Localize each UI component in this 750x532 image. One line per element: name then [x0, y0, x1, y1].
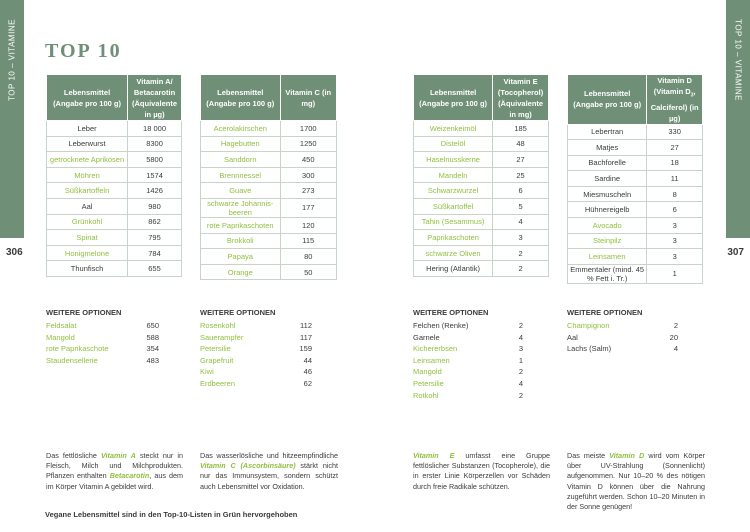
food-cell: schwarze Johannis- beeren	[201, 198, 281, 217]
value-cell: 50	[280, 264, 336, 280]
value-cell: 980	[128, 198, 182, 214]
table-row	[568, 124, 703, 140]
table-row	[201, 167, 337, 183]
table-row	[201, 217, 337, 233]
option-value: 2	[518, 390, 523, 400]
food-cell: Süßkartoffeln	[47, 183, 128, 199]
value-cell: 5800	[128, 152, 182, 168]
option-value: 4	[518, 332, 523, 342]
list-item	[46, 320, 159, 332]
table-row	[568, 186, 703, 202]
sidebar-label-left: TOP 10 – VITAMINE	[7, 19, 17, 101]
options-title-a: WEITERE OPTIONEN	[46, 308, 122, 317]
table-row	[414, 261, 549, 277]
option-value: 2	[673, 321, 678, 330]
header-value: Vitamin A/ Betacarotin (Äquivalente in µg)	[128, 75, 182, 121]
list-item	[200, 343, 312, 355]
table-row	[568, 233, 703, 249]
table-row	[414, 167, 549, 183]
list-item	[413, 343, 523, 355]
value-cell: 27	[493, 152, 549, 168]
sidebar-label-right: TOP 10 – VITAMINE	[733, 19, 743, 101]
food-cell: Avocado	[568, 218, 647, 234]
value-cell: 784	[128, 245, 182, 261]
table-row	[568, 264, 703, 283]
food-cell: Hering (Atlantik)	[414, 261, 493, 277]
option-name: Erdbeeren	[200, 378, 236, 388]
option-value: 1	[518, 355, 523, 365]
options-list-c	[200, 320, 312, 390]
food-cell: Mandeln	[414, 167, 493, 183]
value-cell: 1	[647, 264, 703, 283]
option-name: Staudensellerie	[46, 355, 98, 365]
option-value: 44	[303, 355, 312, 365]
value-cell: 273	[280, 183, 336, 199]
value-cell: 4	[493, 214, 549, 230]
value-cell: 120	[280, 217, 336, 233]
option-name: Mangold	[413, 367, 442, 377]
option-name: Lachs (Salm)	[567, 344, 612, 354]
list-item	[413, 378, 523, 390]
options-list-e	[413, 320, 523, 401]
value-cell: 25	[493, 167, 549, 183]
value-cell: 185	[493, 121, 549, 137]
food-cell: Lebertran	[568, 124, 647, 140]
table-row	[47, 136, 182, 152]
food-cell: schwarze Oliven	[414, 245, 493, 261]
food-cell: getrocknete Aprikosen	[47, 152, 128, 168]
options-title-e: WEITERE OPTIONEN	[413, 308, 489, 317]
table-row	[47, 230, 182, 246]
food-cell: Guave	[201, 183, 281, 199]
options-title-d: WEITERE OPTIONEN	[567, 308, 643, 317]
food-cell: Leinsamen	[568, 249, 647, 265]
table-row	[47, 261, 182, 277]
value-cell: 655	[128, 261, 182, 277]
table-row	[568, 218, 703, 234]
option-value: 112	[300, 321, 312, 330]
value-cell: 5	[493, 198, 549, 214]
food-cell: Honigmelone	[47, 245, 128, 261]
list-item	[200, 320, 312, 332]
table-row	[47, 121, 182, 137]
list-item	[413, 390, 523, 402]
table-vitamin-e	[413, 74, 549, 277]
header-value	[647, 75, 703, 125]
table-row	[568, 171, 703, 187]
option-value: 354	[146, 344, 159, 354]
value-cell: 2	[493, 245, 549, 261]
table-row	[568, 249, 703, 265]
value-cell: 8	[647, 186, 703, 202]
list-item	[567, 320, 678, 332]
table-row	[414, 136, 549, 152]
option-name: Kichererbsen	[413, 344, 458, 354]
food-cell: Sanddorn	[201, 152, 281, 168]
option-name: Petersilie	[200, 344, 231, 354]
value-cell: 6	[493, 183, 549, 199]
option-name: Rosenkohl	[200, 321, 236, 330]
header-value-main: Vitamin D (Vitamin D	[653, 76, 692, 96]
food-cell: Spinat	[47, 230, 128, 246]
food-cell: Tahin (Sesammus)	[414, 214, 493, 230]
value-cell: 3	[493, 230, 549, 246]
list-item	[46, 355, 159, 367]
option-name: Felchen (Renke)	[413, 321, 469, 330]
list-item	[46, 332, 159, 344]
value-cell: 3	[647, 218, 703, 234]
food-cell: Süßkartoffel	[414, 198, 493, 214]
food-cell: Sardine	[568, 171, 647, 187]
table-body	[47, 121, 182, 277]
body-text: Das wasserlösliche und hitzeempfindliche	[200, 451, 338, 460]
option-value: 483	[146, 355, 159, 365]
table-body	[201, 121, 337, 280]
option-value: 4	[673, 344, 678, 354]
value-cell: 1426	[128, 183, 182, 199]
body-text: Das meiste	[567, 451, 610, 460]
table-row	[414, 183, 549, 199]
header-food: Lebensmittel (Angabe pro 100 g)	[201, 75, 281, 121]
header-value: Vitamin E (Tocopherol) (Äquivalente in mg)	[493, 75, 549, 121]
header-value-sub: 3	[690, 92, 694, 99]
highlight-text: Vitamin D	[609, 451, 645, 460]
value-cell: 330	[647, 124, 703, 140]
option-name: Garnele	[413, 332, 440, 342]
food-cell: Bachforelle	[568, 155, 647, 171]
option-value: 20	[669, 332, 678, 342]
header-value-rest: , Calciferol) (in µg)	[650, 87, 699, 123]
food-cell: Paprikaschoten	[414, 230, 493, 246]
food-cell: Weizenkeimöl	[414, 121, 493, 137]
option-value: 2	[518, 321, 523, 330]
option-value: 4	[518, 378, 523, 388]
list-item	[413, 355, 523, 367]
value-cell: 2	[493, 261, 549, 277]
value-cell: 1250	[280, 136, 336, 152]
food-cell: Emmentaler (mind. 45 % Fett i. Tr.)	[568, 264, 647, 283]
table-row	[47, 183, 182, 199]
options-list-d	[567, 320, 678, 355]
food-cell: Leberwurst	[47, 136, 128, 152]
value-cell: 27	[647, 140, 703, 156]
table-row	[568, 140, 703, 156]
value-cell: 3	[647, 249, 703, 265]
option-value: 117	[300, 332, 312, 342]
body-text: steckt nur in Fleisch, Milch und Milchprodukten. Pflanzen enthalten	[46, 451, 183, 481]
value-cell: 177	[280, 198, 336, 217]
table-row	[414, 230, 549, 246]
highlight-text: Betacarotin	[109, 471, 150, 481]
description-vitamin-a	[46, 451, 183, 492]
option-name: rote Paprikaschote	[46, 344, 109, 354]
food-cell: Orange	[201, 264, 281, 280]
food-cell: rote Paprikaschoten	[201, 217, 281, 233]
description-vitamin-c	[200, 451, 338, 492]
option-value: 46	[303, 367, 312, 377]
food-cell: Leber	[47, 121, 128, 137]
food-cell: Matjes	[568, 140, 647, 156]
table-vitamin-c	[200, 74, 337, 280]
food-cell: Miesmuscheln	[568, 186, 647, 202]
value-cell: 3	[647, 233, 703, 249]
option-name: Grapefruit	[200, 355, 234, 365]
table-row	[201, 136, 337, 152]
list-item	[200, 355, 312, 367]
value-cell: 6	[647, 202, 703, 218]
table-row	[47, 167, 182, 183]
table-vitamin-a	[46, 74, 182, 277]
body-text: , aus dem im Körper Vitamin A gebildet wird.	[46, 471, 183, 491]
table-row	[201, 249, 337, 265]
description-vitamin-e	[413, 451, 550, 492]
page-title: TOP 10	[45, 40, 122, 62]
food-cell: Aal	[47, 198, 128, 214]
value-cell: 8300	[128, 136, 182, 152]
list-item	[200, 332, 312, 344]
option-name: Champignon	[567, 321, 610, 330]
food-cell: Brokkoli	[201, 233, 281, 249]
description-vitamin-d	[567, 451, 705, 512]
table-row	[201, 121, 337, 137]
value-cell: 18 000	[128, 121, 182, 137]
option-value: 650	[146, 321, 159, 330]
food-cell: Hühnereigelb	[568, 202, 647, 218]
table-row	[47, 198, 182, 214]
value-cell: 300	[280, 167, 336, 183]
table-row	[414, 214, 549, 230]
value-cell: 795	[128, 230, 182, 246]
option-value: 588	[146, 332, 159, 342]
header-value: Vitamin C (in mg)	[280, 75, 336, 121]
table-row	[201, 152, 337, 168]
value-cell: 115	[280, 233, 336, 249]
table-row	[568, 155, 703, 171]
table-row	[201, 233, 337, 249]
table-row	[414, 245, 549, 261]
table-vitamin-d	[567, 74, 703, 284]
table-row	[414, 152, 549, 168]
food-cell: Grünkohl	[47, 214, 128, 230]
highlight-text: Vitamin A	[101, 451, 136, 460]
header-food: Lebensmittel (Angabe pro 100 g)	[568, 75, 647, 125]
option-name: Petersilie	[413, 378, 444, 388]
list-item	[200, 366, 312, 378]
list-item	[200, 378, 312, 390]
body-text: stärkt nicht nur das Immunsystem, sondern schützt auch Lebensmittel vor Oxidation.	[200, 461, 338, 491]
value-cell: 862	[128, 214, 182, 230]
list-item	[413, 366, 523, 378]
value-cell: 1700	[280, 121, 336, 137]
right-sidebar-tab	[726, 0, 750, 238]
left-sidebar-tab	[0, 0, 24, 238]
value-cell: 18	[647, 155, 703, 171]
value-cell: 80	[280, 249, 336, 265]
value-cell: 48	[493, 136, 549, 152]
food-cell: Steinpilz	[568, 233, 647, 249]
option-name: Sauerampfer	[200, 332, 244, 342]
highlight-text: Vitamin C (Ascorbinsäure)	[200, 461, 296, 471]
table-row	[414, 198, 549, 214]
table-row	[47, 214, 182, 230]
option-value: 2	[518, 367, 523, 377]
table-row	[47, 245, 182, 261]
options-title-c: WEITERE OPTIONEN	[200, 308, 276, 317]
option-name: Leinsamen	[413, 355, 450, 365]
options-list-a	[46, 320, 159, 366]
footer-note: Vegane Lebensmittel sind in den Top-10-Listen in Grün hervorgehoben	[45, 510, 298, 519]
value-cell: 11	[647, 171, 703, 187]
food-cell: Schwarzwurzel	[414, 183, 493, 199]
body-text: umfasst eine Gruppe fettlöslicher Substanzen (Tocopherole), die in erster Linie Körperzellen vor Schäden durch freie Radikale schützen.	[413, 451, 551, 491]
food-cell: Hagebutten	[201, 136, 281, 152]
value-cell: 1574	[128, 167, 182, 183]
list-item	[46, 343, 159, 355]
page-number-left: 306	[6, 247, 23, 258]
table-row	[414, 121, 549, 137]
food-cell: Distelöl	[414, 136, 493, 152]
body-text: wird vom Körper über UV-Strahlung (Sonnenlicht) aufgenommen. Nur 10–20 % des nötigen Vitamin D können über die Nahrung zugeführt werden. Schon 10–20 Minuten in der Sonne genügen!	[567, 451, 706, 512]
value-cell: 450	[280, 152, 336, 168]
option-name: Aal	[567, 332, 578, 342]
food-cell: Thunfisch	[47, 261, 128, 277]
list-item	[413, 320, 523, 332]
food-cell: Haselnusskerne	[414, 152, 493, 168]
option-value: 62	[303, 378, 312, 388]
table-body	[414, 121, 549, 277]
list-item	[413, 332, 523, 344]
table-row	[47, 152, 182, 168]
food-cell: Papaya	[201, 249, 281, 265]
table-row	[201, 264, 337, 280]
highlight-text: Vitamin E	[413, 451, 455, 460]
table-body	[568, 124, 703, 283]
list-item	[567, 332, 678, 344]
food-cell: Möhren	[47, 167, 128, 183]
option-name: Kiwi	[200, 367, 214, 377]
header-food: Lebensmittel (Angabe pro 100 g)	[47, 75, 128, 121]
option-name: Rotkohl	[413, 390, 439, 400]
table-row	[568, 202, 703, 218]
food-cell: Brennnessel	[201, 167, 281, 183]
option-value: 159	[299, 344, 312, 354]
option-name: Mangold	[46, 332, 75, 342]
list-item	[567, 343, 678, 355]
table-row	[201, 198, 337, 217]
body-text: Das fettlösliche	[46, 451, 102, 460]
table-row	[201, 183, 337, 199]
header-food: Lebensmittel (Angabe pro 100 g)	[414, 75, 493, 121]
option-name: Feldsalat	[46, 321, 77, 330]
page-number-right: 307	[727, 247, 744, 258]
food-cell: Acerolakirschen	[201, 121, 281, 137]
option-value: 3	[518, 344, 523, 354]
